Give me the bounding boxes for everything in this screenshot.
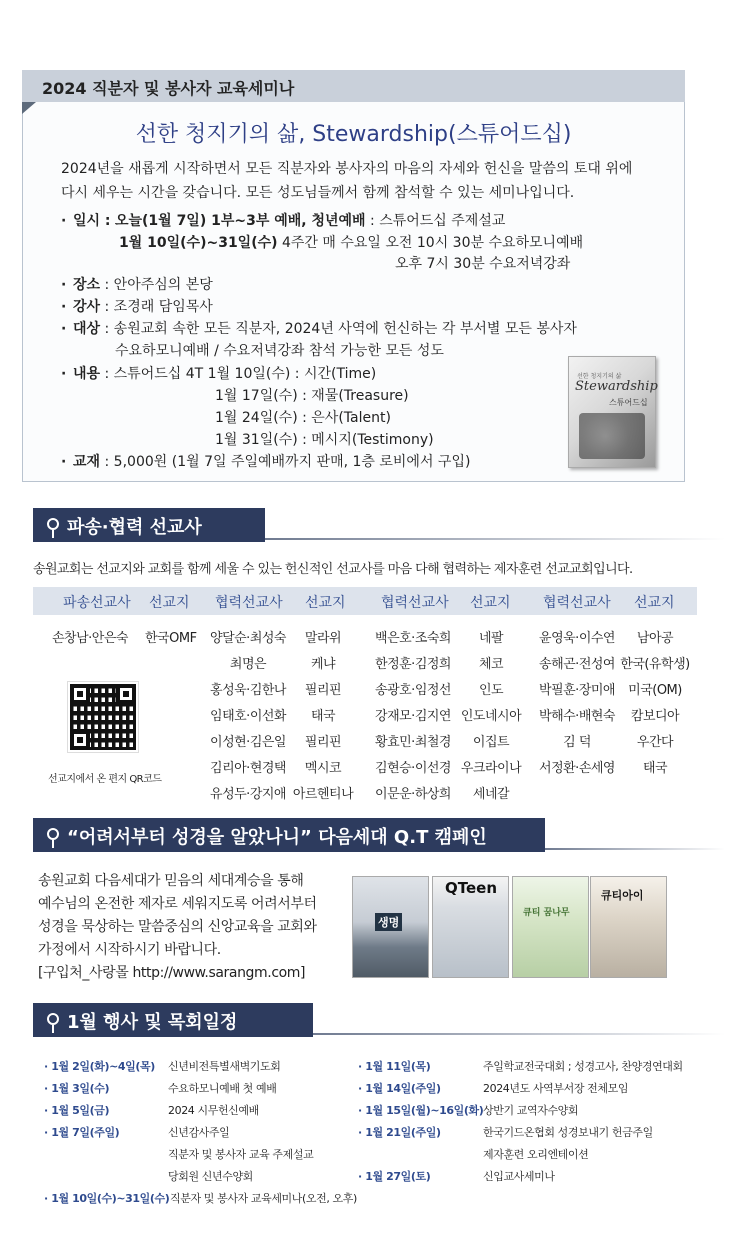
schedule-row-2	[119, 233, 583, 253]
book-cover-art	[579, 413, 645, 459]
textbook-row: · 교재 : 5,000원 (1월 7일 주일예배까지 판매, 1층 로비에서 구입)	[61, 454, 471, 470]
schedule-row	[61, 211, 505, 231]
qr-finder	[70, 730, 90, 750]
missionary-name: 송광호·임정선	[375, 683, 451, 698]
missionary-place: 남아공	[636, 631, 674, 646]
bullet: ·	[358, 1082, 366, 1095]
missionary-description: 송원교회는 선교지와 교회를 함께 세울 수 있는 헌신적인 선교사를 마음 다해 협력하는 제자훈련 선교교회입니다.	[33, 562, 633, 577]
qt-line: 예수님의 온전한 제자로 세워지도록 어려서부터	[38, 896, 317, 912]
missionary-place: 세네갈	[472, 787, 510, 802]
bullet: ·	[44, 1082, 52, 1095]
textbook-value: : 5,000원 (1월 7일 주일예배까지 판매, 1층 로비에서 구입)	[100, 454, 471, 470]
col-header: 협력선교사	[215, 595, 283, 611]
event-description: 주일학교전국대회 ; 성경고사, 찬양경연대회	[483, 1060, 683, 1073]
seminar-header	[22, 70, 685, 102]
intro-line: 2024년을 새롭게 시작하면서 모든 직분자와 봉사자의 마음의 자세와 헌신을 말씀의 토대 위에	[61, 161, 633, 177]
qt-description	[38, 870, 338, 985]
magazine-label: 큐티아이	[601, 889, 644, 902]
missionary-place: 체코	[478, 657, 504, 672]
magazine-cover-qteen	[432, 876, 509, 978]
target-value: : 송원교회 속한 모든 직분자, 2024년 사역에 헌신하는 각 부서별 모든 봉사자	[100, 321, 577, 337]
circle-pin-icon	[47, 1013, 59, 1025]
missionary-name: 백은호·조숙희	[375, 631, 451, 646]
event-description: 한국기드온협회 성경보내기 헌금주일	[483, 1126, 653, 1139]
content-item: 1월 31일(수) : 메시지(Testimony)	[215, 432, 434, 448]
qt-purchase-link[interactable]: [구입처_사랑몰 http://www.sarangm.com]	[38, 965, 306, 981]
event-date	[358, 1080, 441, 1096]
schedule-main-rest: : 스튜어드십 주제설교	[365, 213, 506, 229]
textbook-label: 교재	[73, 454, 101, 470]
missionary-name: 한정훈·김정희	[375, 657, 451, 672]
seminar-title: 선한 청지기의 삶, Stewardship(스튜어드십)	[135, 122, 572, 147]
event-date-text: 1월 2일(화)~4일(목)	[51, 1060, 155, 1073]
missionary-table-header	[33, 587, 697, 615]
event-date-text: 1월 15일(월)~16일(화)	[365, 1104, 484, 1117]
missionary-heading: 파송·협력 선교사	[67, 517, 202, 538]
circle-pin-icon	[47, 828, 59, 840]
missionary-heading-bar	[33, 508, 265, 542]
sent-missionary-name: 손창남·안은숙	[52, 631, 128, 646]
event-date	[44, 1190, 169, 1206]
place-label: 장소	[73, 277, 101, 293]
event-description: 2024년도 사역부서장 전체모임	[483, 1082, 629, 1095]
missionary-place: 인도네시아	[460, 709, 522, 724]
magazine-label: 생명	[375, 913, 402, 931]
missionary-name: 홍성욱·김한나	[210, 683, 286, 698]
event-description: 신년비전특별새벽기도회	[168, 1060, 281, 1073]
missionary-place: 우크라이나	[460, 761, 522, 776]
event-date	[358, 1124, 441, 1140]
event-description: 제자훈련 오리엔테이션	[483, 1148, 589, 1161]
qt-line: 성경을 묵상하는 말씀중심의 신앙교육을 교회와	[38, 919, 317, 935]
missionary-name: 김리아·현경택	[210, 761, 286, 776]
missionary-place: 한국(유학생)	[620, 657, 690, 672]
event-date-text: 1월 10일(수)~31일(수)	[51, 1192, 170, 1205]
events-heading-bar	[33, 1003, 313, 1037]
missionary-name: 강재모·김지연	[375, 709, 451, 724]
event-date-text: 1월 14일(주일)	[365, 1082, 441, 1095]
speaker-value: : 조경래 담임목사	[100, 299, 213, 315]
qt-heading-bar	[33, 818, 545, 852]
missionary-place: 케냐	[310, 657, 336, 672]
missionary-place: 미국(OM)	[628, 683, 682, 698]
bullet: ·	[358, 1060, 366, 1073]
schedule-weekly-rest: 4주간 매 수요일 오전 10시 30분 수요하모니예배	[277, 235, 584, 251]
content-row: · 내용 : 스튜어드십 4T 1월 10일(수) : 시간(Time)	[61, 366, 377, 382]
missionary-place: 아르헨티나	[292, 787, 354, 802]
missionary-place: 네팔	[478, 631, 504, 646]
missionary-name: 서정환·손세영	[539, 761, 615, 776]
header-fold-decoration	[22, 102, 36, 114]
seminar-intro	[61, 157, 661, 205]
bullet: ·	[44, 1104, 52, 1117]
missionary-name: 황효민·최철경	[375, 735, 451, 750]
magazine-cover-saengmyeong	[352, 876, 429, 978]
missionary-name: 최명은	[229, 657, 267, 672]
qr-finder	[70, 684, 90, 704]
book-cover-top: 선한 청지기의 삶	[577, 373, 622, 380]
event-description: 직분자 및 봉사자 교육 주제설교	[168, 1148, 314, 1161]
event-description: 2024 시무헌신예배	[168, 1104, 259, 1117]
qr-finder	[116, 684, 136, 704]
content-label: 내용	[73, 366, 101, 382]
event-description: 신년감사주일	[168, 1126, 230, 1139]
missionary-place: 태국	[642, 761, 668, 776]
event-date-text: 1월 27일(토)	[365, 1170, 431, 1183]
missionary-place: 우간다	[636, 735, 674, 750]
missionary-place: 태국	[310, 709, 336, 724]
col-header: 선교지	[149, 595, 190, 611]
magazine-cover-qtai	[590, 876, 667, 978]
seminar-box	[22, 70, 685, 482]
event-description: 수요하모니예배 첫 예배	[168, 1082, 277, 1095]
missionary-name: 박해수·배현숙	[539, 709, 615, 724]
qr-code[interactable]	[68, 682, 138, 752]
place-row: · 장소 : 안아주심의 본당	[61, 277, 213, 293]
magazine-label: 큐티 꿈나무	[523, 908, 570, 918]
missionary-place: 이집트	[472, 735, 510, 750]
missionary-place: 인도	[478, 683, 504, 698]
col-header: 협력선교사	[543, 595, 611, 611]
circle-pin-icon	[47, 518, 59, 530]
intro-line: 다시 세우는 시간을 갖습니다. 모든 성도님들께서 함께 참석할 수 있는 세미나입니다.	[61, 185, 575, 201]
content-item: 1월 10일(수) : 시간(Time)	[207, 366, 377, 382]
event-date	[358, 1168, 430, 1184]
speaker-label: 강사	[73, 299, 101, 315]
col-header: 선교지	[470, 595, 511, 611]
qr-caption: 선교지에서 온 편지 QR코드	[48, 774, 162, 785]
col-header: 파송선교사	[63, 595, 131, 611]
qt-line: 가정에서 시작하시기 바랍니다.	[38, 942, 221, 958]
bullet: ·	[44, 1126, 52, 1139]
bullet: ·	[358, 1126, 366, 1139]
qt-heading: “어려서부터 성경을 알았나니” 다음세대 Q.T 캠페인	[67, 827, 487, 848]
event-date-text: 1월 7일(주일)	[51, 1126, 120, 1139]
col-header: 선교지	[634, 595, 675, 611]
missionary-place: 필리핀	[304, 735, 342, 750]
missionary-name: 이문운·하상희	[375, 787, 451, 802]
events-heading: 1월 행사 및 목회일정	[67, 1012, 238, 1033]
missionary-place: 멕시코	[304, 761, 342, 776]
missionary-name: 이성현·김은일	[210, 735, 286, 750]
missionary-name: 박필훈·장미애	[539, 683, 615, 698]
speaker-row: · 강사 : 조경래 담임목사	[61, 299, 213, 315]
magazine-label: QTeen	[445, 879, 498, 897]
event-description: 당회원 신년수양회	[168, 1170, 253, 1183]
event-date	[44, 1080, 109, 1096]
seminar-header-title: 2024 직분자 및 봉사자 교육세미나	[42, 79, 295, 98]
event-date-text: 1월 3일(수)	[51, 1082, 110, 1095]
missionary-name: 김 덕	[563, 735, 591, 750]
schedule-main: 오늘(1월 7일) 1부~3부 예배, 청년예배	[114, 213, 366, 229]
event-date	[44, 1058, 155, 1074]
event-date-text: 1월 11일(목)	[365, 1060, 431, 1073]
content-lead: : 스튜어드십 4T	[100, 366, 208, 382]
bullet: ·	[358, 1170, 366, 1183]
event-date	[44, 1102, 109, 1118]
schedule-label: 일시 :	[73, 213, 111, 229]
content-item: 1월 24일(수) : 은사(Talent)	[215, 410, 391, 426]
event-date-text: 1월 5일(금)	[51, 1104, 110, 1117]
bullet: ·	[44, 1192, 52, 1205]
missionary-name: 유성두·강지애	[210, 787, 286, 802]
schedule-evening: 오후 7시 30분 수요저녁강좌	[395, 256, 571, 272]
event-date	[44, 1124, 119, 1140]
missionary-place: 필리핀	[304, 683, 342, 698]
magazine-cover-kkumnamu	[512, 876, 589, 978]
missionary-name: 임태호·이선화	[210, 709, 286, 724]
missionary-name: 송해곤·전성여	[539, 657, 615, 672]
textbook-cover-image	[568, 356, 656, 468]
event-description: 직분자 및 봉사자 교육세미나(오전, 오후)	[170, 1192, 357, 1205]
schedule-weekly: 1월 10일(수)~31일(수)	[119, 235, 278, 251]
target-row: · 대상 : 송원교회 속한 모든 직분자, 2024년 사역에 헌신하는 각 부서별 모든 봉사자	[61, 321, 577, 337]
missionary-place: 말라위	[304, 631, 342, 646]
book-cover-sub: 스튜어드십	[609, 398, 648, 407]
event-description: 신입교사세미나	[483, 1170, 555, 1183]
bullet: ·	[358, 1104, 366, 1117]
qt-line: 송원교회 다음세대가 믿음의 세대계승을 통해	[38, 873, 304, 889]
book-cover-title: Stewardship	[575, 379, 658, 394]
missionary-name: 양달순·최성숙	[210, 631, 286, 646]
missionary-place: 캄보디아	[630, 709, 680, 724]
event-date-text: 1월 21일(주일)	[365, 1126, 441, 1139]
missionary-name: 윤영욱·이수연	[539, 631, 615, 646]
event-description: 상반기 교역자수양회	[483, 1104, 579, 1117]
bullet: ·	[61, 213, 67, 229]
target-value-2: 수요하모니예배 / 수요저녁강좌 참석 가능한 모든 성도	[115, 343, 444, 359]
target-label: 대상	[73, 321, 101, 337]
event-date	[358, 1102, 483, 1118]
col-header: 선교지	[305, 595, 346, 611]
bullet: ·	[44, 1060, 52, 1073]
content-item: 1월 17일(수) : 재물(Treasure)	[215, 388, 409, 404]
sent-missionary-place: 한국OMF	[145, 631, 197, 646]
col-header: 협력선교사	[381, 595, 449, 611]
place-value: : 안아주심의 본당	[100, 277, 213, 293]
event-date	[358, 1058, 430, 1074]
missionary-name: 김현승·이선경	[375, 761, 451, 776]
